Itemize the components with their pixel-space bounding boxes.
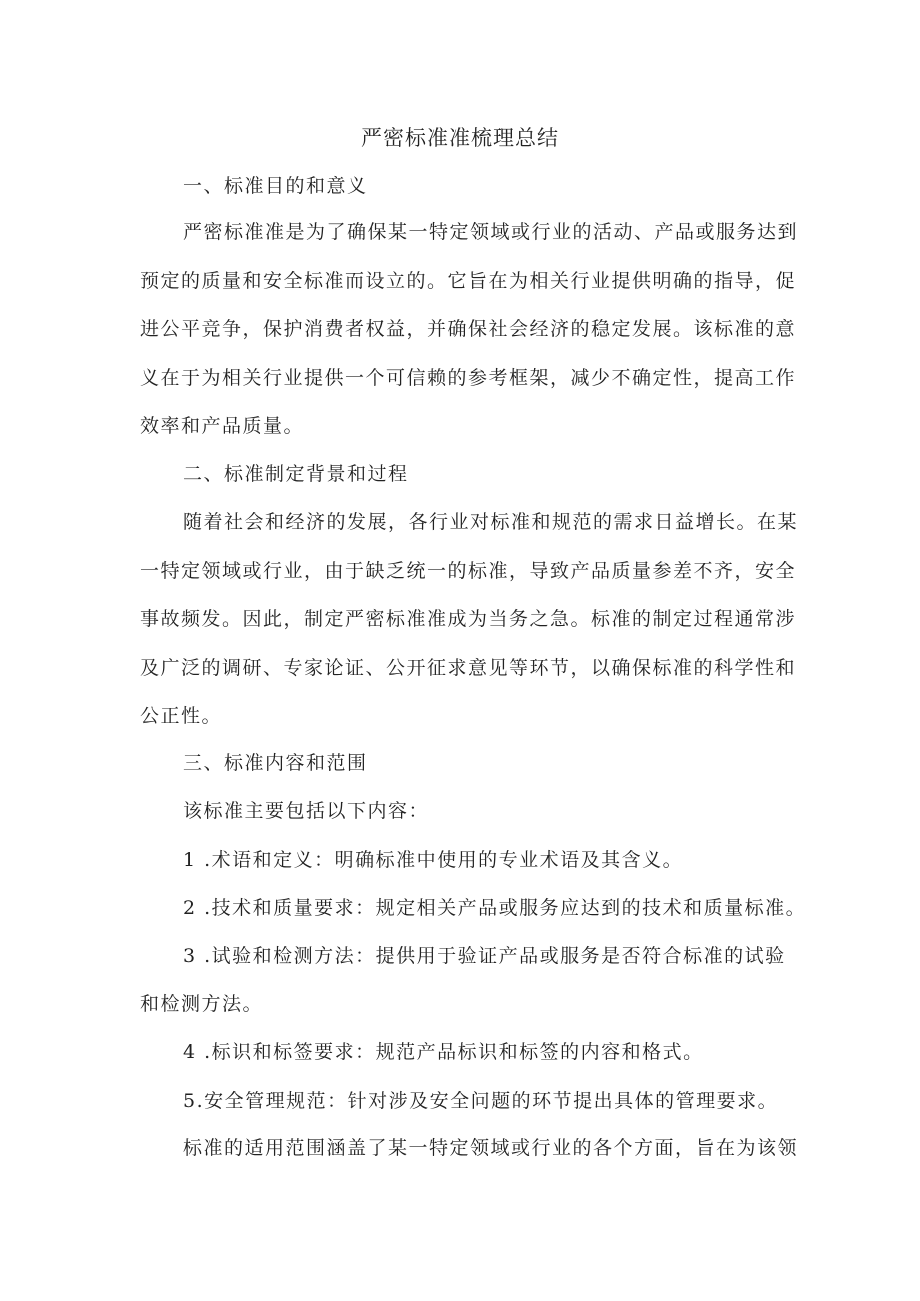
list-item: 2 .技术和质量要求：规定相关产品或服务应达到的技术和质量标准。 [183,897,807,919]
list-item: 4 .标识和标签要求：规范产品标识和标签的内容和格式。 [183,1041,704,1063]
paragraph-line: 预定的质量和安全标准而设立的。它旨在为相关行业提供明确的指导，促 [140,270,797,292]
paragraph-line: 进公平竞争，保护消费者权益，并确保社会经济的稳定发展。该标准的意 [140,318,797,340]
paragraph-line: 事故频发。因此，制定严密标准准成为当务之急。标准的制定过程通常涉 [140,608,797,630]
list-item: 3 .试验和检测方法：提供用于验证产品或服务是否符合标准的试验 [183,945,786,967]
section-heading-purpose: 一、标准目的和意义 [183,175,368,197]
paragraph-line: 义在于为相关行业提供一个可信赖的参考框架，减少不确定性，提高工作 [140,367,797,389]
paragraph-line: 标准的适用范围涵盖了某一特定领域或行业的各个方面，旨在为该领 [183,1137,799,1159]
list-item: 1 .术语和定义：明确标准中使用的专业术语及其含义。 [183,849,684,871]
paragraph-line: 严密标准准是为了确保某一特定领域或行业的活动、产品或服务达到 [183,221,799,243]
section-heading-content: 三、标准内容和范围 [183,752,368,774]
paragraph-line: 及广泛的调研、专家论证、公开征求意见等环节，以确保标准的科学性和 [140,657,797,679]
list-item: 5.安全管理规范：针对涉及安全问题的环节提出具体的管理要求。 [183,1090,779,1112]
section-heading-background: 二、标准制定背景和过程 [183,463,409,485]
paragraph-line: 随着社会和经济的发展，各行业对标准和规范的需求日益增长。在某 [183,511,799,533]
paragraph-line: 该标准主要包括以下内容： [183,800,430,822]
paragraph-line: 效率和产品质量。 [140,415,305,437]
document-title: 严密标准准梳理总结 [361,126,559,150]
list-item-continuation: 和检测方法。 [140,993,264,1015]
paragraph-line: 公正性。 [140,705,223,727]
paragraph-line: 一特定领域或行业，由于缺乏统一的标准，导致产品质量参差不齐，安全 [140,560,797,582]
